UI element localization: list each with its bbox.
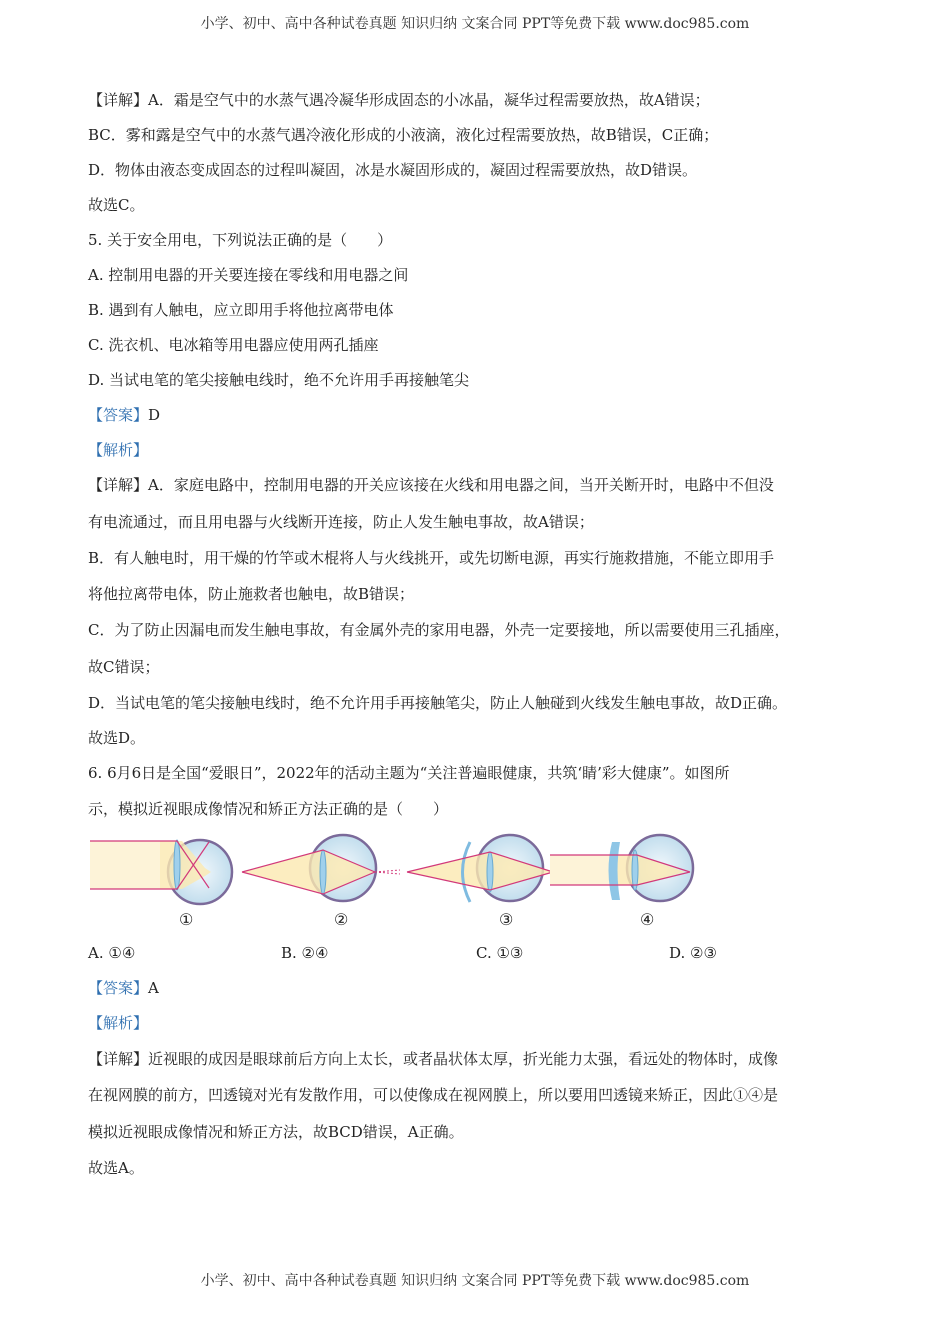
q6-stem: 示，模拟近视眼成像情况和矫正方法正确的是（ ） — [88, 800, 449, 818]
q6-stem: 6. 6月6日是全国“爱眼日”，2022年的活动主题为“关注普遍眼健康，共筑‘睛’彩大健康”。如图所 — [88, 764, 730, 782]
q4-detail-line: BC．雾和露是空气中的水蒸气遇冷液化形成的小液滴，液化过程需要放热，故B错误，C正确； — [88, 126, 719, 144]
q6-detail-line — [88, 1049, 778, 1069]
q5-detail-line: 将他拉离带电体，防止施救者也触电，故B错误； — [88, 585, 415, 603]
q6-conclusion: 故选A。 — [88, 1159, 144, 1177]
text: A．霜是空气中的水蒸气遇冷凝华形成固态的小冰晶，凝华过程需要放热，故A错误； — [148, 91, 710, 109]
q5-option-b: B. 遇到有人触电，应立即用手将他拉离带电体 — [88, 301, 394, 319]
q4-detail-line: D．物体由液态变成固态的过程叫凝固，冰是水凝固形成的，凝固过程需要放热，故D错误。 — [88, 161, 698, 179]
eye-diagram — [85, 830, 705, 910]
page-header: 小学、初中、高中各种试卷真题 知识归纳 文案合同 PPT等免费下载 www.doc985.com — [200, 16, 750, 32]
figure-label-4: ④ — [640, 910, 655, 929]
answer-tag: 【答案】 — [88, 979, 149, 997]
answer-tag: 【答案】 — [88, 406, 149, 424]
eye-figure-4 — [550, 835, 693, 901]
answer-value: A — [148, 979, 159, 997]
figure-label-1: ① — [179, 910, 194, 929]
q6-detail-line: 模拟近视眼成像情况和矫正方法，故BCD错误，A正确。 — [88, 1123, 464, 1141]
q5-analysis-tag: 【解析】 — [88, 441, 149, 459]
eye-figure-1 — [90, 840, 232, 904]
detail-tag: 【详解】 — [88, 1050, 149, 1068]
q5-answer — [88, 405, 160, 425]
q5-conclusion: 故选D。 — [88, 729, 146, 747]
figure-label-2: ② — [334, 910, 349, 929]
q5-detail-line: 故C错误； — [88, 658, 160, 676]
q6-detail-line: 在视网膜的前方，凹透镜对光有发散作用，可以使像成在视网膜上，所以要用凹透镜来矫正，因此①④是 — [88, 1086, 779, 1104]
q6-option-d: D. ②③ — [669, 944, 717, 962]
q5-detail-line: B．有人触电时，用干燥的竹竿或木棍将人与火线挑开，或先切断电源，再实行施救措施，不能立即用手 — [88, 549, 775, 567]
q4-detail-line — [88, 90, 710, 110]
q5-option-a: A. 控制用电器的开关要连接在零线和用电器之间 — [88, 266, 409, 284]
q6-option-b: B. ②④ — [281, 944, 329, 962]
q6-option-c: C. ①③ — [476, 944, 524, 962]
q5-detail-line — [88, 475, 774, 495]
detail-tag: 【详解】 — [88, 476, 149, 494]
eye-figure-3 — [407, 835, 553, 902]
text: A．家庭电路中，控制用电器的开关应该接在火线和用电器之间，当开关断开时，电路中不但没 — [148, 476, 774, 494]
q4-conclusion: 故选C。 — [88, 196, 145, 214]
q5-option-c: C. 洗衣机、电冰箱等用电器应使用两孔插座 — [88, 336, 379, 354]
q6-option-a: A. ①④ — [88, 944, 136, 962]
eye-figure-2 — [242, 835, 400, 901]
page-footer: 小学、初中、高中各种试卷真题 知识归纳 文案合同 PPT等免费下载 www.doc985.com — [200, 1273, 750, 1289]
text: 近视眼的成因是眼球前后方向上太长，或者晶状体太厚，折光能力太强，看远处的物体时，成像 — [148, 1050, 779, 1068]
figure-label-3: ③ — [499, 910, 514, 929]
q5-stem: 5. 关于安全用电，下列说法正确的是（ ） — [88, 231, 393, 249]
detail-tag: 【详解】 — [88, 91, 149, 109]
q5-detail-line: 有电流通过，而且用电器与火线断开连接，防止人发生触电事故，故A错误； — [88, 513, 594, 531]
q5-detail-line: D．当试电笔的笔尖接触电线时，绝不允许用手再接触笔尖，防止人触碰到火线发生触电事故，故D正确。 — [88, 694, 788, 712]
answer-value: D — [148, 406, 161, 424]
q5-detail-line: C．为了防止因漏电而发生触电事故，有金属外壳的家用电器，外壳一定要接地，所以需要使用三孔插座， — [88, 621, 790, 639]
q6-answer — [88, 978, 159, 998]
q5-option-d: D. 当试电笔的笔尖接触电线时，绝不允许用手再接触笔尖 — [88, 371, 470, 389]
q6-analysis-tag: 【解析】 — [88, 1014, 149, 1032]
